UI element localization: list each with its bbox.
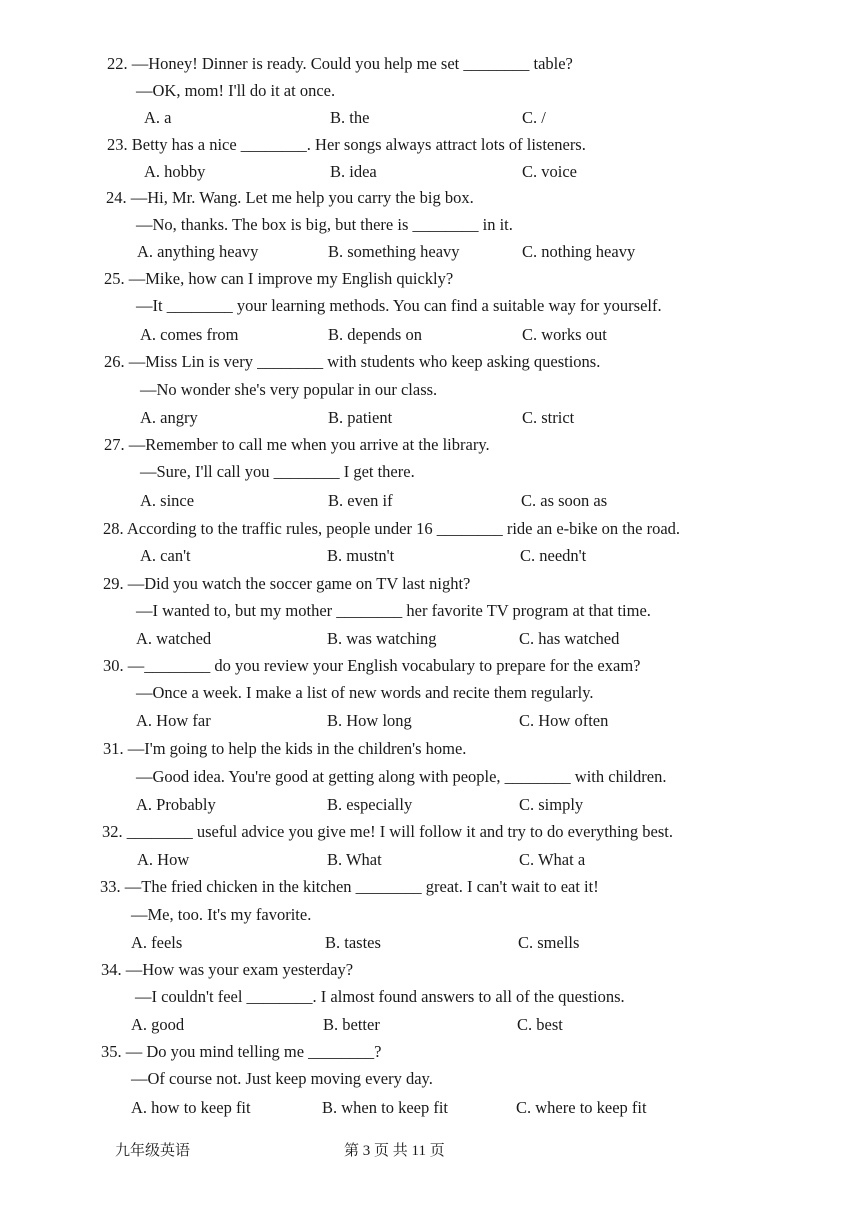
option-c: C. has watched: [519, 629, 620, 648]
option-b: B. tastes: [325, 933, 381, 952]
option-a: A. anything heavy: [137, 242, 259, 261]
question-24: [106, 188, 474, 210]
option-c: C. best: [517, 1015, 563, 1034]
question-line: —I wanted to, but my mother ________ her favorite TV program at that time.: [136, 601, 651, 620]
option-a: A. how to keep fit: [131, 1098, 251, 1117]
option-a: A. How far: [136, 711, 211, 730]
option-c: C. /: [522, 108, 546, 127]
question-26: [104, 352, 600, 374]
option-c: C. strict: [522, 408, 575, 427]
option-a: A. a: [144, 108, 172, 127]
question-number: 33.: [100, 877, 121, 896]
question-line: —No wonder she's very popular in our class.: [140, 380, 438, 399]
option-a: A. since: [140, 491, 195, 510]
question-number: 25.: [104, 269, 125, 288]
option-b: B. idea: [330, 162, 377, 181]
question-line: —Me, too. It's my favorite.: [131, 905, 312, 924]
question-line: —I'm going to help the kids in the children's home.: [127, 739, 467, 758]
option-c: C. smells: [518, 933, 580, 952]
option-a: A. good: [131, 1015, 185, 1034]
question-number: 26.: [104, 352, 125, 371]
question-35: [101, 1042, 381, 1064]
option-c: C. What a: [519, 850, 586, 869]
question-27: [104, 435, 490, 457]
question-number: 22.: [107, 54, 128, 73]
option-b: B. when to keep fit: [322, 1098, 449, 1117]
question-25: [104, 269, 453, 291]
option-c: C. works out: [522, 325, 607, 344]
option-a: A. angry: [140, 408, 198, 427]
option-c: C. as soon as: [521, 491, 608, 510]
question-line: —Honey! Dinner is ready. Could you help me set ________ table?: [131, 54, 573, 73]
option-b: B. What: [327, 850, 382, 869]
option-b: B. patient: [328, 408, 393, 427]
question-line: —Good idea. You're good at getting along with people, ________ with children.: [136, 767, 667, 786]
option-b: B. mustn't: [327, 546, 395, 565]
option-a: A. feels: [131, 933, 183, 952]
question-line: —No, thanks. The box is big, but there is ________ in it.: [136, 215, 513, 234]
option-c: C. where to keep fit: [516, 1098, 647, 1117]
option-a: A. How: [137, 850, 190, 869]
option-b: B. the: [330, 108, 370, 127]
question-31: [103, 739, 466, 761]
question-line: —The fried chicken in the kitchen ________ great. I can't wait to eat it!: [124, 877, 599, 896]
question-line: —It ________ your learning methods. You can find a suitable way for yourself.: [136, 296, 662, 315]
option-b: B. something heavy: [328, 242, 460, 261]
question-number: 24.: [106, 188, 127, 207]
question-number: 32.: [102, 822, 123, 841]
footer-subject: 九年级英语: [115, 1143, 191, 1159]
question-line: According to the traffic rules, people under 16 ________ ride an e-bike on the road.: [126, 519, 681, 538]
question-number: 27.: [104, 435, 125, 454]
question-number: 31.: [103, 739, 124, 758]
question-22: [107, 54, 573, 76]
question-line: —I couldn't feel ________. I almost found answers to all of the questions.: [135, 987, 625, 1006]
option-a: A. watched: [136, 629, 212, 648]
question-number: 34.: [101, 960, 122, 979]
question-23: [107, 135, 586, 157]
question-line: —Hi, Mr. Wang. Let me help you carry the big box.: [130, 188, 474, 207]
question-line: —Of course not. Just keep moving every day.: [131, 1069, 433, 1088]
question-number: 28.: [103, 519, 124, 538]
question-34: [101, 960, 353, 982]
option-b: B. especially: [327, 795, 413, 814]
question-number: 29.: [103, 574, 124, 593]
question-line: —Miss Lin is very ________ with students who keep asking questions.: [128, 352, 601, 371]
option-c: C. needn't: [520, 546, 587, 565]
question-line: Betty has a nice ________. Her songs always attract lots of listeners.: [131, 135, 586, 154]
question-line: —Sure, I'll call you ________ I get there.: [140, 462, 415, 481]
option-c: C. voice: [522, 162, 577, 181]
question-number: 23.: [107, 135, 128, 154]
footer-page-number: 第 3 页 共 11 页: [344, 1143, 445, 1159]
option-b: B. even if: [328, 491, 393, 510]
option-a: A. can't: [140, 546, 191, 565]
question-number: 35.: [101, 1042, 122, 1061]
question-line: —How was your exam yesterday?: [125, 960, 354, 979]
question-29: [103, 574, 470, 596]
option-c: C. How often: [519, 711, 609, 730]
question-number: 30.: [103, 656, 124, 675]
question-line: —Mike, how can I improve my English quickly?: [128, 269, 454, 288]
option-c: C. nothing heavy: [522, 242, 636, 261]
question-33: [100, 877, 599, 899]
question-line: — Do you mind telling me ________?: [125, 1042, 382, 1061]
option-a: A. hobby: [144, 162, 206, 181]
option-b: B. better: [323, 1015, 380, 1034]
question-30: [103, 656, 640, 678]
option-b: B. was watching: [327, 629, 437, 648]
question-line: —________ do you review your English vocabulary to prepare for the exam?: [127, 656, 641, 675]
question-line: —Once a week. I make a list of new words and recite them regularly.: [136, 683, 594, 702]
question-28: [103, 519, 680, 541]
option-a: A. comes from: [140, 325, 239, 344]
question-line: ________ useful advice you give me! I will follow it and try to do everything best.: [126, 822, 673, 841]
question-line: —Did you watch the soccer game on TV last night?: [127, 574, 471, 593]
option-b: B. depends on: [328, 325, 422, 344]
question-line: —Remember to call me when you arrive at the library.: [128, 435, 490, 454]
question-32: [102, 822, 673, 844]
option-b: B. How long: [327, 711, 412, 730]
option-a: A. Probably: [136, 795, 216, 814]
question-line: —OK, mom! I'll do it at once.: [136, 81, 336, 100]
option-c: C. simply: [519, 795, 584, 814]
